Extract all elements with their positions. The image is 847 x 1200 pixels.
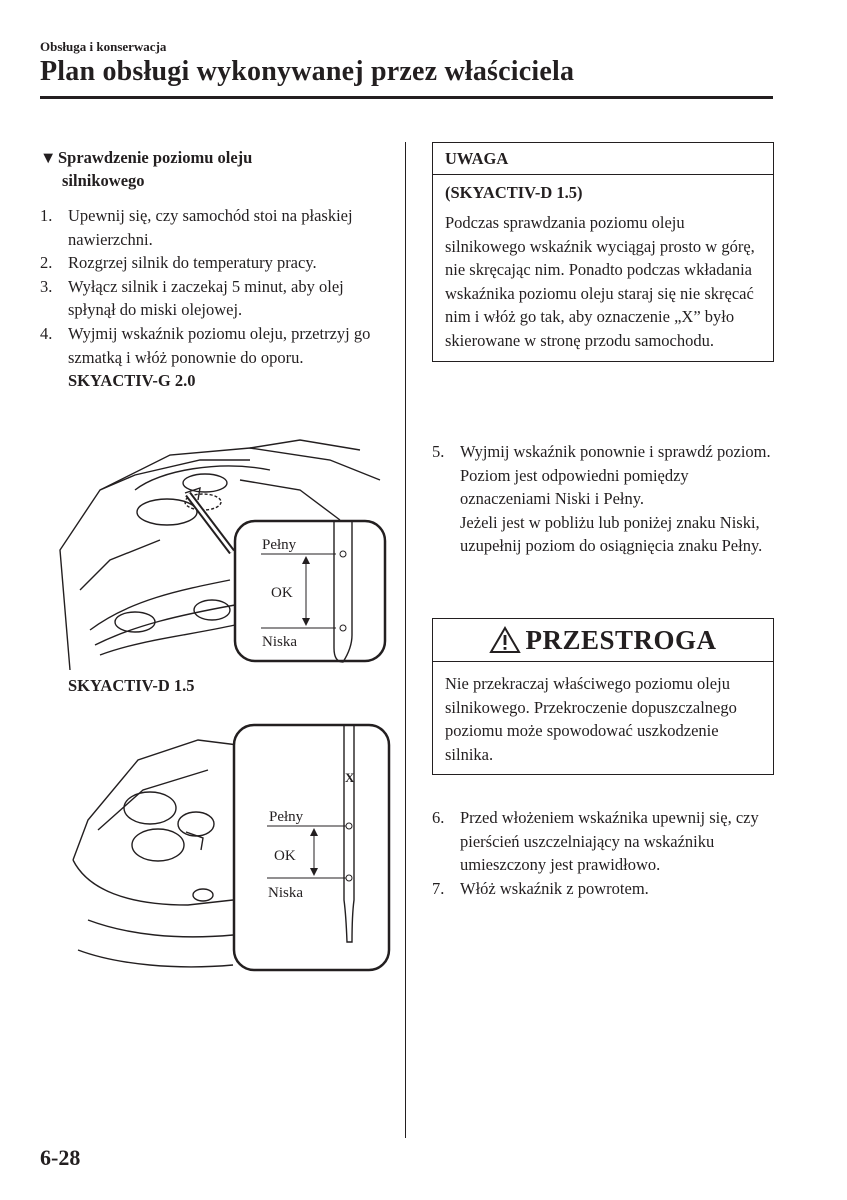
list-item [40, 251, 380, 275]
list-item [432, 440, 772, 464]
caution-body: Nie przekraczaj właściwego poziomu oleju silnikowego. Przekroczenie dopuszczalnego poziomu może spowodować uszkodzenie silnika. [445, 674, 737, 764]
step-text: Przed włożeniem wskaźnika upewnij się, czy pierścień uszczelniający na wskaźniku umieszczony jest prawidłowo. [460, 808, 759, 875]
step-number: 6. [432, 808, 445, 827]
dipstick-x-mark: X [345, 770, 355, 785]
notice-box [432, 142, 774, 362]
list-item [432, 806, 772, 877]
notice-subtitle: (SKYACTIV-D 1.5) [445, 183, 583, 202]
step-text: Wyłącz silnik i zaczekaj 5 minut, aby olej spłynął do miski olejowej. [68, 276, 344, 320]
caution-box [432, 618, 774, 775]
heading-line-1: Sprawdzenie poziomu oleju [58, 148, 253, 167]
page-title: Plan obsługi wykonywanej przez właściciela [40, 56, 575, 87]
step-number: 4. [40, 323, 53, 343]
label-low: Niska [262, 634, 297, 650]
step-detail: Jeżeli jest w pobliżu lub poniżej znaku Niski, uzupełnij poziom do osiągnięcia znaku Pełny. [460, 512, 763, 556]
steps-list-right-b [432, 806, 772, 900]
step-detail: Poziom jest odpowiedni pomiędzy oznaczeniami Niski i Pełny. [460, 465, 689, 509]
steps-list [40, 204, 380, 393]
page-number: 6-28 [40, 1145, 81, 1170]
list-item [40, 275, 380, 322]
step-text: Wyjmij wskaźnik poziomu oleju, przetrzyj go szmatką i włóż ponownie do oporu. [68, 323, 371, 367]
caution-title: PRZESTROGA [525, 624, 717, 655]
engine-figure-g [40, 430, 390, 670]
engine-figure-d [68, 720, 394, 980]
step-number: 1. [40, 206, 53, 225]
notice-body: Podczas sprawdzania poziomu oleju silnikowego wskaźnik wyciągaj prosto w górę, nie skręcając nim. Ponadto podczas wkładania wskaźnika poziomu oleju staraj się nie skręcać nim i włóż go tak, aby oznaczenie „X” było skierowane w stronę przodu samochodu. [445, 213, 755, 350]
section-label: Obsługa i konserwacja [40, 39, 167, 54]
variant-label-d: SKYACTIV-D 1.5 [68, 676, 195, 695]
list-item [432, 877, 772, 901]
steps-list-right-a [432, 440, 772, 558]
title-rule [40, 96, 773, 99]
label-full: Pełny [269, 809, 304, 825]
step-text: Wyjmij wskaźnik ponownie i sprawdź poziom. [460, 442, 771, 461]
list-item [40, 204, 380, 251]
heading-line-2: silnikowego [62, 171, 145, 190]
section-heading [40, 146, 360, 192]
label-low: Niska [268, 885, 303, 901]
step-text: Włóż wskaźnik z powrotem. [460, 878, 649, 898]
label-ok: OK [271, 585, 293, 601]
step-text: Upewnij się, czy samochód stoi na płaskiej nawierzchni. [68, 206, 353, 249]
notice-title: UWAGA [433, 143, 773, 175]
step-text: Rozgrzej silnik do temperatury pracy. [68, 253, 317, 273]
step-number: 5. [432, 442, 445, 461]
step-number: 7. [432, 878, 445, 898]
caution-header [433, 619, 773, 662]
variant-label-g: SKYACTIV-G 2.0 [68, 371, 196, 391]
step-number: 3. [40, 276, 53, 296]
triangle-marker-icon: ▼ [40, 148, 57, 167]
column-divider [405, 142, 406, 1138]
label-ok: OK [274, 848, 296, 864]
warning-triangle-icon [489, 626, 521, 654]
label-full: Pełny [262, 537, 297, 553]
list-item [40, 322, 380, 369]
step-number: 2. [40, 253, 53, 273]
